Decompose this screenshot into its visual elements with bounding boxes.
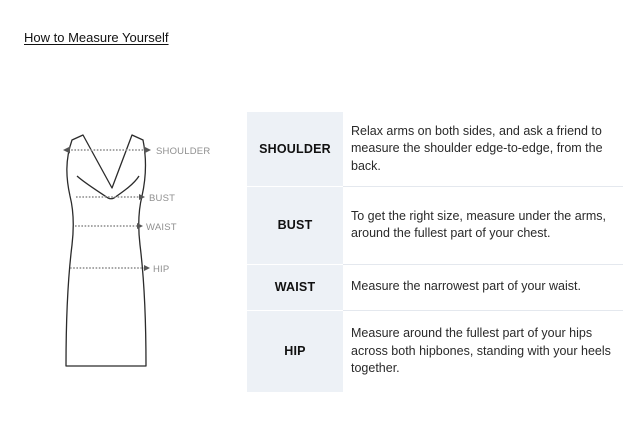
arrow-right-icon xyxy=(144,265,150,271)
table-row-shoulder xyxy=(247,112,623,186)
table-row-hip xyxy=(247,310,623,392)
bust-label: BUST xyxy=(149,193,176,204)
arrow-right-icon xyxy=(144,147,151,154)
dress-outline xyxy=(66,135,146,366)
description-shoulder: Relax arms on both sides, and ask a friend to measure the shoulder edge-to-edge, from the back. xyxy=(343,112,623,186)
term-shoulder: SHOULDER xyxy=(247,112,343,186)
hip-label: HIP xyxy=(153,264,170,275)
table-row-waist xyxy=(247,264,623,310)
page-title: How to Measure Yourself xyxy=(24,30,169,45)
term-waist: WAIST xyxy=(247,264,343,310)
measurement-guide-table xyxy=(247,112,623,393)
table-row-bust xyxy=(247,186,623,264)
waist-label: WAIST xyxy=(146,222,177,233)
description-waist: Measure the narrowest part of your waist. xyxy=(343,264,623,310)
arrow-left-icon xyxy=(63,147,70,154)
term-bust: BUST xyxy=(247,186,343,264)
description-bust: To get the right size, measure under the arms, around the fullest part of your chest. xyxy=(343,186,623,264)
shoulder-label: SHOULDER xyxy=(156,146,211,157)
arrow-right-icon xyxy=(137,223,143,229)
term-hip: HIP xyxy=(247,310,343,392)
description-hip: Measure around the fullest part of your hips across both hipbones, standing with your heels together. xyxy=(351,326,611,375)
